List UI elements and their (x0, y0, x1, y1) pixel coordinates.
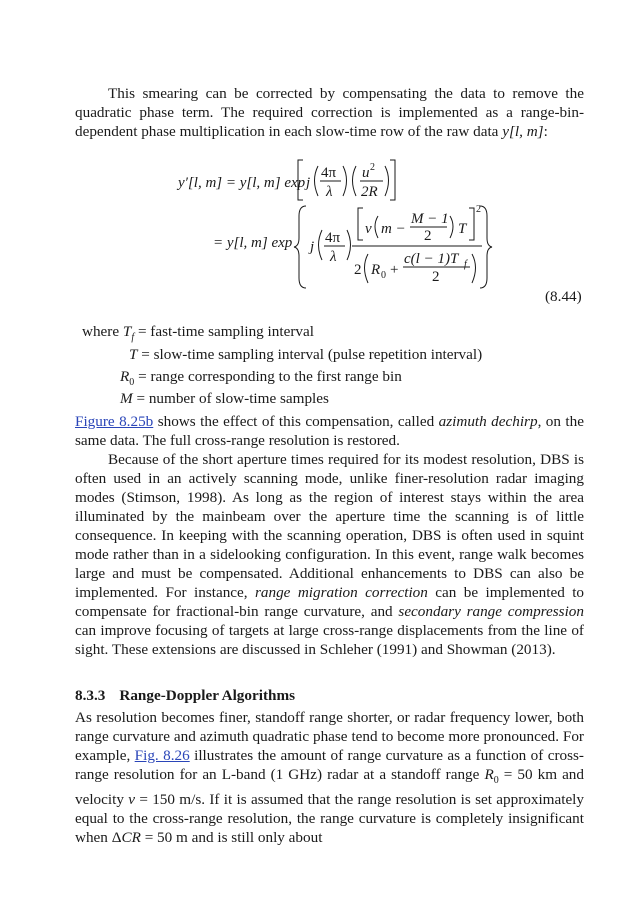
eq-paren (353, 166, 357, 196)
paragraph-intro: This smearing can be corrected by compensating the data to remove the quadratic phase term. The required correction is implemented as a range-bin-dependent phase multiplication in each slow-time row of the raw data y[l, m]: (75, 85, 584, 140)
eq-plus: + (390, 262, 399, 278)
eq-4pi: 4π (321, 165, 337, 181)
eq-paren (347, 230, 351, 260)
eq-lambda: λ (326, 184, 333, 200)
where-line-1: where $T_f$ = fast-time sampling interval (82, 323, 314, 344)
eq-R0: R (371, 262, 381, 278)
eq-line1-lhs: y′[l, m] = y[l, m] exp (178, 175, 306, 191)
eq-brace-right (480, 206, 492, 288)
eq-u: u (362, 165, 370, 181)
figure-link-8-26[interactable]: Fig. 8.26 (134, 747, 190, 764)
where-line-4: M = number of slow-time samples (120, 390, 329, 407)
eq-sup2b: 2 (476, 204, 481, 215)
equation-8-44 (0, 150, 636, 290)
eq-paren (375, 216, 378, 238)
eq-j: j (306, 175, 311, 191)
figure-link-8-25b[interactable]: Figure 8.25b (75, 413, 154, 430)
eq-bracket-left (358, 208, 363, 240)
eq-c-term: c(l − 1)T (404, 251, 459, 267)
eq-line2-lhs: = y[l, m] exp (213, 235, 293, 251)
eq-sub0: 0 (381, 270, 386, 281)
eq-2R: 2R (361, 184, 378, 200)
eq-v: v (365, 221, 372, 237)
paragraph-dechirp: Figure 8.25b shows the effect of this compensation, called azimuth dechirp, on the same data. The full cross-range resolution is restored. (75, 413, 584, 449)
eq-sup2: 2 (370, 162, 375, 173)
eq-den-two-b: 2 (432, 269, 440, 285)
eq-4pi-2: 4π (325, 230, 341, 246)
eq-den-two: 2 (354, 262, 362, 278)
where-line-3: $R_0$ = range corresponding to the first range bin (120, 368, 402, 389)
eq-paren (450, 216, 453, 238)
where-line-2: T = slow-time sampling interval (pulse repetition interval) (129, 346, 483, 363)
eq-bracket-right (390, 160, 395, 200)
eq-paren (472, 254, 476, 283)
eq-lambda-2: λ (330, 249, 337, 265)
eq-paren (385, 166, 389, 196)
eq-bracket-right (469, 208, 474, 240)
eq-brace-left (294, 206, 306, 288)
eq-m-minus: m − (381, 221, 406, 237)
eq-j2: j (310, 239, 315, 255)
paragraph-dbs: Because of the short aperture times required for its modest resolution, DBS is often used in an actively scanning mode, unlike finer-resolution radar imaging modes (Stimson, 1998). As long as the region of interest stays within the area illuminated by the mainbeam over the aperture time the scanning is of little consequence. In keeping with the scanning operation, DBS is often used in squint mode rather than in a sidelooking configuration. In this event, range walk becomes large and must be compensated. Additional enhancements to DBS can also be implemented. For instance, range migration correction can be implemented to compensate for fractional-bin range curvature, and secondary range compression can improve focusing of targets at large cross-range displacements from the line of sight. These extensions are discussed in Schleher (1991) and Showman (2013). (75, 451, 585, 658)
raw-data-variable: y[l, m] (502, 123, 544, 140)
eq-T: T (458, 221, 467, 237)
eq-paren (343, 166, 347, 196)
eq-paren (319, 230, 323, 260)
section-heading: 8.3.3 Range-Doppler Algorithms (75, 687, 296, 704)
eq-paren (315, 166, 319, 196)
equation-number: (8.44) (545, 288, 582, 305)
eq-subf: f (464, 259, 467, 270)
eq-two: 2 (424, 228, 432, 244)
paragraph-range-doppler: As resolution becomes finer, standoff range shorter, or radar frequency lower, both range curvature and azimuth quadratic phase tend to become more pronounced. For example, Fig. 8.26 illustrates the amount of range curvature as a function of cross-range resolution for an L-band (1 GHz) radar at a standoff range $R_0 = 50$ km and velocity v = 150 m/s. If it is assumed that the range resolution is set approximately equal to the cross-range resolution, the range curvature is completely insignificant when ΔCR = 50 m and is still only about (75, 709, 584, 847)
eq-paren (365, 254, 369, 283)
eq-M-minus-1: M − 1 (411, 211, 449, 227)
